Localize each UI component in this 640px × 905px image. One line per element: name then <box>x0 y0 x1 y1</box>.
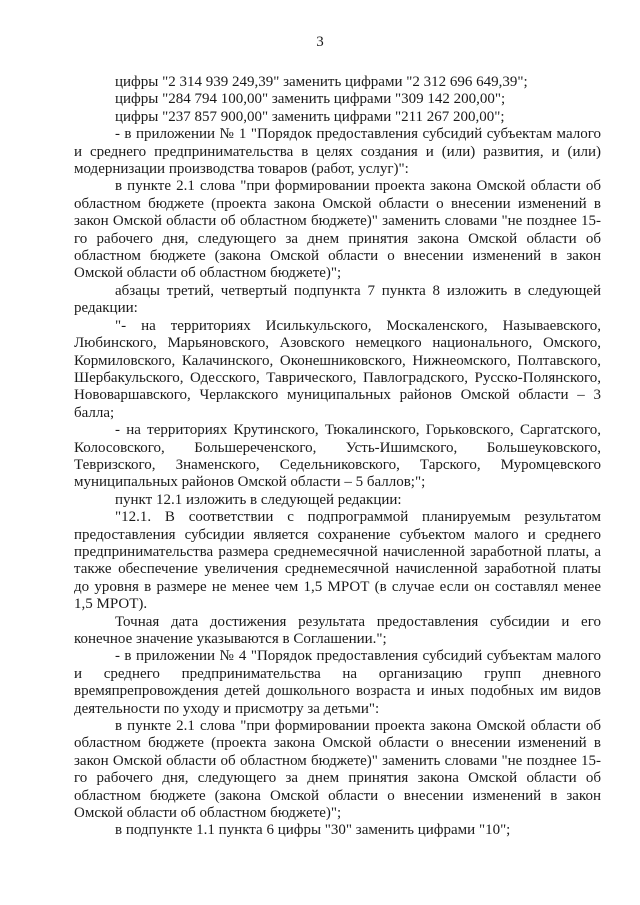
page-number: 3 <box>316 34 324 50</box>
paragraph: - в приложении № 4 "Порядок предоставления субсидий субъектам малого и среднего предпринимательства на организацию групп дневного времяпрепровождения детей дошкольного возраста и иных подобных им видов деятельности по уходу и присмотру за детьми": <box>74 648 601 717</box>
paragraph: - на территориях Крутинского, Тюкалинского, Горьковского, Саргатского, Колосовского, Большереченского, Усть-Ишимского, Большеуковского, Тевризского, Знаменского, Седельниковского, Тарского, Муромцевского муниципальных районов Омской области – 5 баллов;"; <box>74 422 601 491</box>
paragraph: цифры "284 794 100,00" заменить цифрами "309 142 200,00"; <box>115 91 506 108</box>
paragraph: в пункте 2.1 слова "при формировании проекта закона Омской области об областном бюджете (проекта закона Омской области о внесении изменений в закон Омской области об областном бюджете)" заменить словами "не позднее 15-го рабочего дня, следующего за днем принятия закона Омской области об областном бюджете (закона Омской области о внесении изменений в закон Омской области об областном бюджете)"; <box>74 178 601 282</box>
paragraph: цифры "2 314 939 249,39" заменить цифрами "2 312 696 649,39"; <box>115 74 528 90</box>
paragraph: Точная дата достижения результата предоставления субсидии и его конечное значение указываются в Соглашении."; <box>74 613 601 647</box>
paragraph: цифры "237 857 900,00" заменить цифрами "211 267 200,00"; <box>115 108 505 125</box>
paragraph: абзацы третий, четвертый подпункта 7 пункта 8 изложить в следующей редакции: <box>74 282 601 317</box>
paragraph: пункт 12.1 изложить в следующей редакции: <box>115 491 402 508</box>
paragraph: - в приложении № 1 "Порядок предоставления субсидий субъектам малого и среднего предпринимательства в целях создания и (или) развития, и (или) модернизации производства товаров (работ, услуг)": <box>74 126 601 178</box>
document-body <box>74 74 601 840</box>
paragraph: в пункте 2.1 слова "при формировании проекта закона Омской области об областном бюджете (проекта закона Омской области о внесении изменений в закон Омской области об областном бюджете)" заменить словами "не позднее 15-го рабочего дня, следующего за днем принятия закона Омской области об областном бюджете (закона Омской области о внесении изменений в закон Омской области об областном бюджете)"; <box>74 718 601 822</box>
paragraph: "- на территориях Исилькульского, Москаленского, Называевского, Любинского, Марьяновского, Азовского немецкого национального, Омского, Кормиловского, Калачинского, Оконешниковского, Нижнеомского, Полтавского, Шербакульского, Одесского, Таврического, Павлоградского, Русско-Полянского, Нововаршавского, Черлакского муниципальных районов Омской области – 3 балла; <box>74 317 601 421</box>
paragraph: "12.1. В соответствии с подпрограммой планируемым результатом предоставления субсидии является сохранение субъектом малого и среднего предпринимательства размера среднемесячной начисленной заработной платы, а также обеспечение увеличения среднемесячной начисленной заработной платы до уровня в размере не менее чем 1,5 МРОТ (в случае если он составлял менее 1,5 МРОТ). <box>74 509 601 613</box>
paragraph: в подпункте 1.1 пункта 6 цифры "30" заменить цифрами "10"; <box>115 822 511 839</box>
